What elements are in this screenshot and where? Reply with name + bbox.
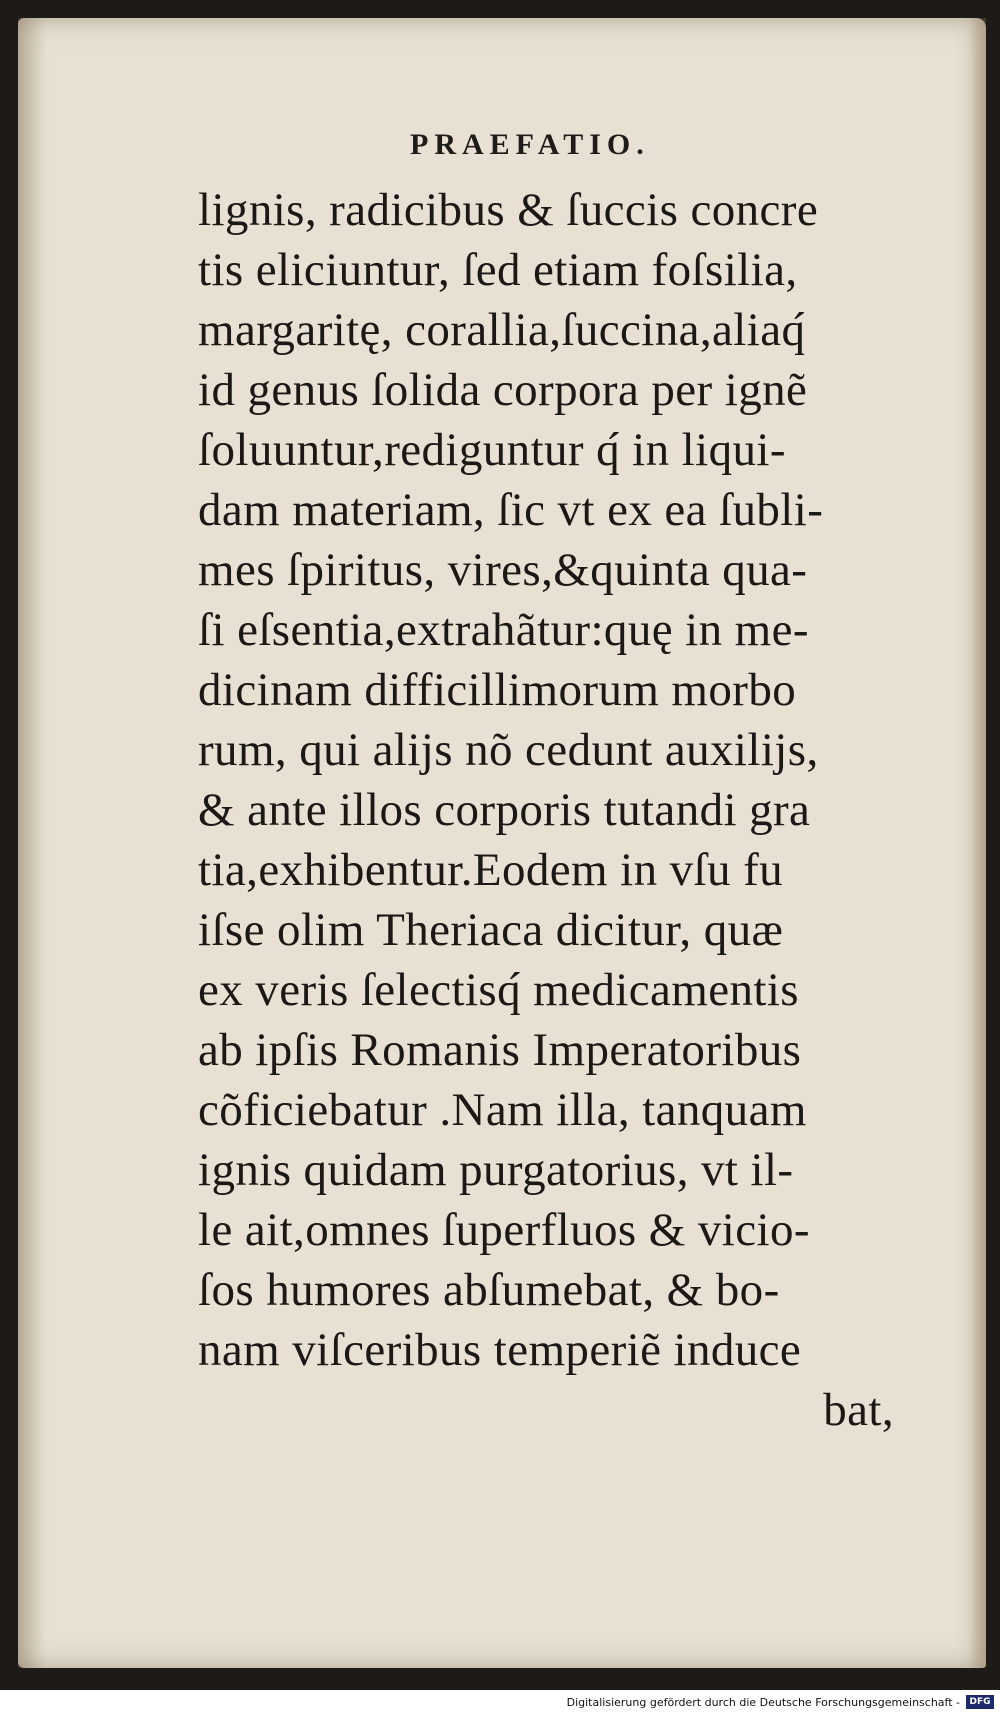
dfg-logo: DFG xyxy=(966,1695,994,1709)
text-line: tia,exhibentur.Eodem in vſu fu xyxy=(198,844,784,896)
text-line: ſi eſsentia,extrahãtur:quę in me- xyxy=(198,604,809,656)
text-line: tis eliciuntur, ſed etiam foſsilia, xyxy=(198,244,798,296)
text-line: id genus ſolida corpora per ignẽ xyxy=(198,364,808,416)
text-line: ſos humores abſumebat, & bo- xyxy=(198,1264,780,1316)
text-line: nam viſceribus temperiẽ induce xyxy=(198,1324,802,1376)
catchword: bat, xyxy=(823,1384,894,1436)
text-line: mes ſpiritus, vires,&quinta qua- xyxy=(198,544,808,596)
text-line: ignis quidam purgatorius, vt il- xyxy=(198,1144,794,1196)
text-line: ab ipſis Romanis Imperatoribus xyxy=(198,1024,802,1076)
text-line: ſoluuntur,rediguntur q́ in liqui- xyxy=(198,424,786,476)
funding-credit: Digitalisierung gefördert durch die Deutsche Forschungsgemeinschaft - xyxy=(566,1696,960,1709)
text-line: cõficiebatur .Nam illa, tanquam xyxy=(198,1084,807,1136)
page-edge xyxy=(970,18,986,1668)
text-line: iſse olim Theriaca dicitur, quæ xyxy=(198,904,784,956)
running-head: PRAEFATIO. xyxy=(410,128,650,161)
text-line: le ait,omnes ſuperfluos & vicio- xyxy=(198,1204,810,1256)
text-line: dicinam difficillimorum morbo xyxy=(198,664,797,716)
text-line: rum, qui alijs nõ cedunt auxilijs, xyxy=(198,724,819,776)
credit-footer xyxy=(0,1690,1000,1718)
text-line: ex veris ſelectisq́ medicamentis xyxy=(198,964,800,1016)
text-line: dam materiam, ſic vt ex ea ſubli- xyxy=(198,484,824,536)
body-text xyxy=(198,180,898,1440)
text-line: margaritę, corallia,ſuccina,aliaq́ xyxy=(198,304,806,356)
text-line: & ante illos corporis tutandi gra xyxy=(198,784,811,836)
gutter-shadow xyxy=(18,18,46,1668)
text-line: lignis, radicibus & ſuccis concre xyxy=(198,184,819,236)
